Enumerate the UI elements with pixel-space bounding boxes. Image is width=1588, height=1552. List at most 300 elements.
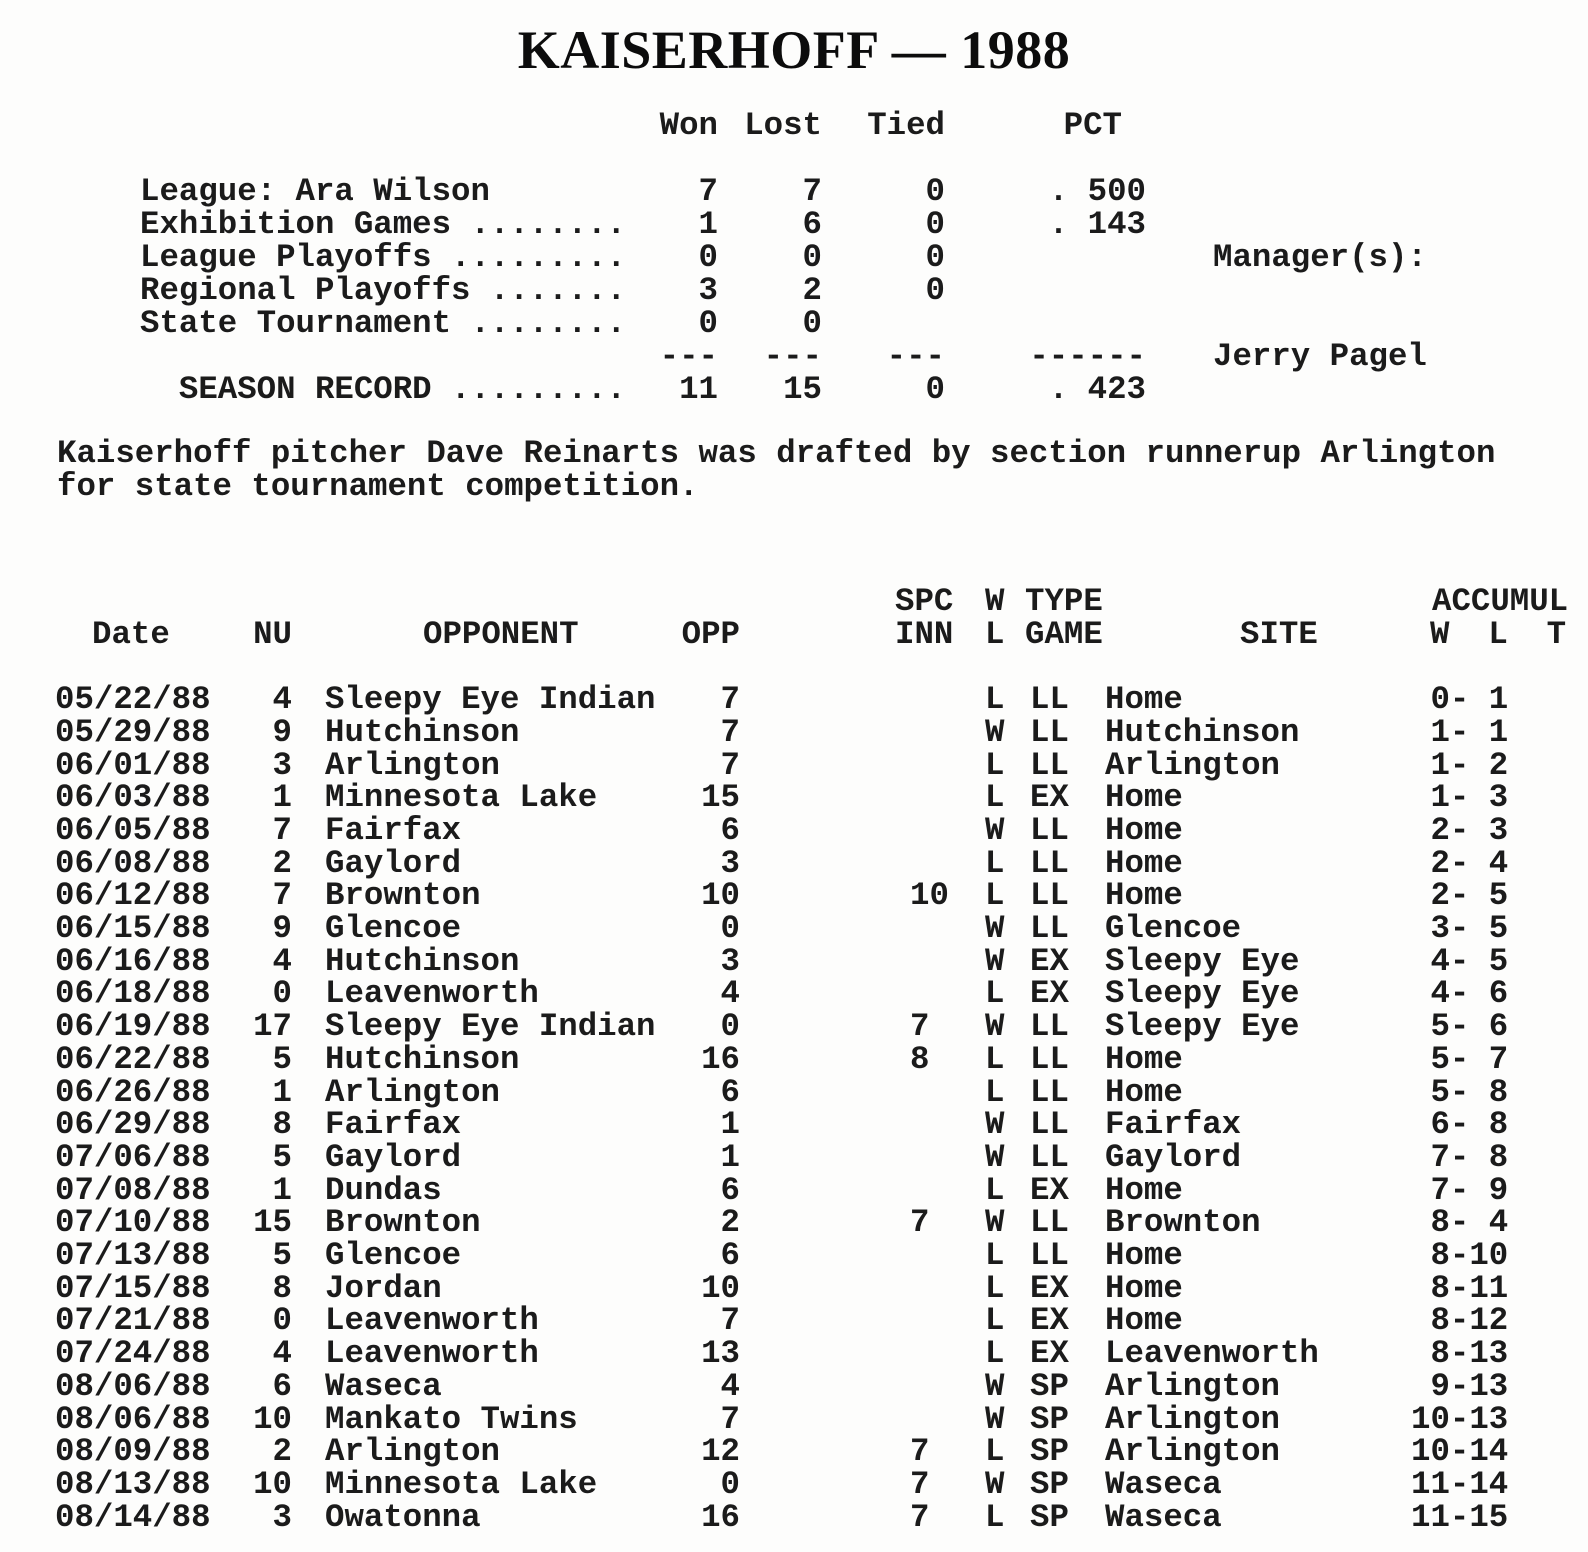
game-cell-date: 07/08/88: [55, 1171, 211, 1209]
draft-note: Kaiserhoff pitcher Dave Reinarts was drafted by section runnerup Arlington for state tournament competition.: [57, 435, 1496, 505]
game-cell-type: LL: [1030, 1204, 1069, 1242]
game-cell-site: Home: [1105, 681, 1183, 719]
summary-cell-tied: 0: [925, 371, 945, 408]
game-cell-type: SP: [1030, 1498, 1069, 1536]
header-date: Date: [92, 615, 170, 653]
game-row: [55, 815, 1570, 848]
game-cell-spc-inn: 7: [910, 1433, 930, 1471]
summary-col-tied: Tied: [867, 107, 945, 144]
summary-spacer-row: [140, 142, 1146, 175]
game-header-spacer-row: [55, 651, 1570, 684]
game-cell-nu: 10: [253, 1400, 292, 1438]
summary-cell-tied: ---: [886, 338, 945, 375]
game-row: [55, 1109, 1570, 1142]
game-cell-type: SP: [1030, 1367, 1069, 1405]
game-cell-spc-inn: [740, 1305, 950, 1338]
summary-cell-lost: 6: [802, 206, 822, 243]
game-cell-opp-score: 3: [720, 942, 740, 980]
header-inn: INN: [895, 615, 954, 653]
game-cell-wl: W: [985, 1367, 1005, 1405]
game-cell-accumul: 11-15: [1411, 1498, 1509, 1536]
game-cell-accumul: 6- 8: [1411, 1106, 1509, 1144]
summary-cell-won: ---: [659, 338, 718, 375]
header-nu: NU: [253, 615, 292, 653]
game-cell-date: 08/06/88: [55, 1400, 211, 1438]
game-cell-opp-score: 7: [720, 681, 740, 719]
game-cell-wl: L: [985, 1073, 1005, 1111]
game-cell-opp-score: 10: [701, 1269, 740, 1307]
game-row: [55, 1469, 1570, 1502]
game-row: [55, 750, 1570, 783]
game-cell-spc-inn: [740, 1338, 950, 1371]
game-log-table: [55, 583, 1570, 1536]
game-row: [55, 848, 1570, 881]
game-cell-spc-inn: [740, 1240, 950, 1273]
game-cell-site: Gaylord: [1105, 1138, 1242, 1176]
header-opponent: OPPONENT: [423, 615, 579, 653]
game-cell-wl: L: [985, 1040, 1005, 1078]
game-cell-spc-inn: [740, 913, 950, 946]
summary-cell-pct: [945, 241, 1146, 274]
game-cell-wl: W: [985, 811, 1005, 849]
game-cell-type: EX: [1030, 1171, 1069, 1209]
game-cell-date: 06/01/88: [55, 746, 211, 784]
game-cell-date: 06/03/88: [55, 779, 211, 817]
game-cell-wl: W: [985, 910, 1005, 948]
summary-cell-pct: . 423: [1048, 371, 1146, 408]
game-cell-opp-score: 16: [701, 1040, 740, 1078]
summary-row: [140, 175, 1146, 208]
game-cell-date: 07/13/88: [55, 1237, 211, 1275]
header-accumul: ACCUMUL: [1432, 583, 1569, 620]
game-row: [55, 880, 1570, 913]
summary-cell-pct: [945, 274, 1146, 307]
game-cell-nu: 4: [272, 942, 292, 980]
summary-cell-tied: 0: [925, 206, 945, 243]
game-cell-spc-inn: 7: [910, 1498, 930, 1536]
game-cell-type: LL: [1030, 713, 1069, 751]
game-cell-type: LL: [1030, 1138, 1069, 1176]
summary-col-pct: PCT: [1063, 107, 1122, 144]
game-cell-opponent: Leavenworth: [325, 1335, 539, 1373]
game-cell-opp-score: 1: [720, 1138, 740, 1176]
game-cell-opp-score: 3: [720, 844, 740, 882]
summary-cell-tied: [822, 307, 945, 340]
game-cell-accumul: 10-13: [1411, 1400, 1509, 1438]
game-cell-accumul: 5- 8: [1411, 1073, 1509, 1111]
game-cell-wl: W: [985, 1465, 1005, 1503]
game-cell-wl: L: [985, 877, 1005, 915]
game-row: [55, 946, 1570, 979]
game-cell-opponent: Glencoe: [325, 910, 462, 948]
game-cell-wl: W: [985, 1106, 1005, 1144]
game-cell-accumul: 8-11: [1411, 1269, 1509, 1307]
summary-cell-pct: [945, 307, 1146, 340]
game-cell-opponent: Arlington: [325, 746, 500, 784]
summary-cell-label: State Tournament ........: [140, 305, 626, 342]
game-header-top-row: [55, 586, 1570, 619]
game-cell-wl: L: [985, 844, 1005, 882]
header-l: L: [985, 615, 1005, 653]
game-cell-opp-score: 6: [720, 811, 740, 849]
game-cell-opponent: Minnesota Lake: [325, 779, 598, 817]
game-cell-date: 06/05/88: [55, 811, 211, 849]
summary-cell-lost: ---: [763, 338, 822, 375]
game-cell-opponent: Mankato Twins: [325, 1400, 578, 1438]
game-cell-accumul: 1- 3: [1411, 779, 1509, 817]
game-cell-wl: L: [985, 681, 1005, 719]
page-title: KAISERHOFF — 1988: [517, 20, 1071, 80]
game-cell-site: Waseca: [1105, 1465, 1222, 1503]
game-cell-nu: 8: [272, 1106, 292, 1144]
game-cell-date: 06/29/88: [55, 1106, 211, 1144]
header-type: TYPE: [1025, 583, 1103, 620]
game-cell-accumul: 0- 1: [1411, 681, 1509, 719]
summary-cell-tied: 0: [925, 272, 945, 309]
game-cell-spc-inn: [740, 815, 950, 848]
game-cell-wl: W: [985, 1204, 1005, 1242]
game-cell-nu: 0: [272, 975, 292, 1013]
game-cell-spc-inn: 7: [910, 1465, 930, 1503]
game-cell-type: LL: [1030, 811, 1069, 849]
game-cell-site: Arlington: [1105, 1400, 1280, 1438]
game-cell-site: Home: [1105, 1171, 1183, 1209]
game-cell-date: 08/13/88: [55, 1465, 211, 1503]
game-cell-opp-score: 6: [720, 1073, 740, 1111]
game-cell-opponent: Dundas: [325, 1171, 442, 1209]
summary-row: [140, 208, 1146, 241]
summary-cell-won: 1: [698, 206, 718, 243]
game-cell-opp-score: 1: [720, 1106, 740, 1144]
game-cell-opp-score: 15: [701, 779, 740, 817]
game-cell-opp-score: 4: [720, 975, 740, 1013]
game-log: [55, 583, 1570, 1536]
game-cell-type: LL: [1030, 877, 1069, 915]
game-cell-opp-score: 0: [720, 1465, 740, 1503]
game-cell-date: 07/06/88: [55, 1138, 211, 1176]
game-cell-accumul: 1- 2: [1411, 746, 1509, 784]
game-cell-type: LL: [1030, 1008, 1069, 1046]
game-cell-date: 07/10/88: [55, 1204, 211, 1242]
game-cell-opp-score: 16: [701, 1498, 740, 1536]
game-cell-opponent: Minnesota Lake: [325, 1465, 598, 1503]
game-cell-date: 06/18/88: [55, 975, 211, 1013]
game-cell-opponent: Sleepy Eye Indian: [325, 681, 656, 719]
game-cell-opponent: Brownton: [325, 877, 481, 915]
game-cell-nu: 9: [272, 910, 292, 948]
game-cell-opp-score: 13: [701, 1335, 740, 1373]
game-cell-date: 07/15/88: [55, 1269, 211, 1307]
game-cell-type: SP: [1030, 1433, 1069, 1471]
game-cell-wl: W: [985, 1138, 1005, 1176]
summary-table: [140, 109, 1146, 406]
game-cell-type: LL: [1030, 681, 1069, 719]
summary-cell-lost: 7: [802, 173, 822, 210]
summary-cell-label: League: Ara Wilson: [140, 173, 490, 210]
header-game: GAME: [1025, 615, 1103, 653]
game-cell-type: EX: [1030, 1269, 1069, 1307]
game-cell-type: LL: [1030, 1106, 1069, 1144]
game-row: [55, 1011, 1570, 1044]
game-cell-opponent: Glencoe: [325, 1237, 462, 1275]
game-cell-site: Arlington: [1105, 746, 1280, 784]
game-cell-accumul: 8-12: [1411, 1302, 1509, 1340]
game-row: [55, 1436, 1570, 1469]
game-cell-opp-score: 4: [720, 1367, 740, 1405]
game-cell-nu: 5: [272, 1237, 292, 1275]
game-cell-accumul: 2- 5: [1411, 877, 1509, 915]
header-site: SITE: [1240, 615, 1318, 653]
game-cell-type: LL: [1030, 746, 1069, 784]
game-cell-spc-inn: [740, 1077, 950, 1110]
summary-cell-lost: 15: [783, 371, 822, 408]
summary-row: [140, 373, 1146, 406]
game-cell-type: EX: [1030, 779, 1069, 817]
game-cell-site: Home: [1105, 811, 1183, 849]
game-cell-opponent: Waseca: [325, 1367, 442, 1405]
game-cell-type: EX: [1030, 975, 1069, 1013]
manager-heading: Manager(s):: [1213, 239, 1427, 276]
game-cell-nu: 7: [272, 811, 292, 849]
game-cell-spc-inn: 7: [910, 1008, 930, 1046]
game-cell-type: LL: [1030, 844, 1069, 882]
game-cell-opp-score: 12: [701, 1433, 740, 1471]
game-cell-wl: W: [985, 713, 1005, 751]
game-cell-accumul: 2- 3: [1411, 811, 1509, 849]
game-cell-nu: 1: [272, 1171, 292, 1209]
summary-header-row: [140, 109, 1146, 142]
game-cell-site: Home: [1105, 1269, 1183, 1307]
game-cell-wl: W: [985, 1008, 1005, 1046]
game-cell-opponent: Hutchinson: [325, 942, 520, 980]
game-cell-date: 08/09/88: [55, 1433, 211, 1471]
game-cell-date: 06/22/88: [55, 1040, 211, 1078]
game-cell-site: Home: [1105, 877, 1183, 915]
game-row: [55, 1142, 1570, 1175]
game-cell-type: LL: [1030, 1040, 1069, 1078]
manager-block: [1213, 175, 1427, 439]
game-row: [55, 978, 1570, 1011]
game-cell-accumul: 5- 6: [1411, 1008, 1509, 1046]
game-cell-opp-score: 7: [720, 1302, 740, 1340]
game-cell-spc-inn: [740, 1404, 950, 1437]
game-cell-opp-score: 0: [720, 910, 740, 948]
game-cell-wl: L: [985, 1302, 1005, 1340]
game-cell-accumul: 3- 5: [1411, 910, 1509, 948]
game-cell-opponent: Leavenworth: [325, 1302, 539, 1340]
game-row: [55, 717, 1570, 750]
game-cell-spc-inn: [740, 1142, 950, 1175]
game-cell-site: Brownton: [1105, 1204, 1261, 1242]
game-cell-opponent: Fairfax: [325, 811, 462, 849]
game-cell-date: 06/26/88: [55, 1073, 211, 1111]
game-cell-wl: L: [985, 1433, 1005, 1471]
header-w: W: [985, 583, 1005, 620]
game-cell-wl: L: [985, 1498, 1005, 1536]
game-row: [55, 1044, 1570, 1077]
game-cell-nu: 2: [272, 1433, 292, 1471]
game-cell-opponent: Arlington: [325, 1433, 500, 1471]
game-cell-spc-inn: 10: [910, 877, 949, 915]
game-cell-opponent: Jordan: [325, 1269, 442, 1307]
game-cell-opp-score: 7: [720, 1400, 740, 1438]
game-cell-spc-inn: [740, 782, 950, 815]
game-cell-nu: 1: [272, 779, 292, 817]
game-cell-opponent: Hutchinson: [325, 1040, 520, 1078]
header-opp: OPP: [681, 615, 740, 653]
summary-cell-lost: 2: [802, 272, 822, 309]
game-cell-accumul: 11-14: [1411, 1465, 1509, 1503]
game-cell-nu: 3: [272, 1498, 292, 1536]
game-cell-site: Home: [1105, 1302, 1183, 1340]
game-row: [55, 913, 1570, 946]
game-cell-spc-inn: [740, 1109, 950, 1142]
summary-cell-lost: 0: [802, 305, 822, 342]
game-cell-type: EX: [1030, 942, 1069, 980]
game-cell-site: Waseca: [1105, 1498, 1222, 1536]
game-cell-site: Fairfax: [1105, 1106, 1242, 1144]
summary-cell-label: Regional Playoffs .......: [140, 272, 626, 309]
summary-row: [140, 307, 1146, 340]
season-summary: [140, 109, 1146, 406]
game-cell-wl: W: [985, 942, 1005, 980]
summary-cell-label: Exhibition Games ........: [140, 206, 626, 243]
game-cell-accumul: 8-13: [1411, 1335, 1509, 1373]
game-cell-type: LL: [1030, 1073, 1069, 1111]
game-row: [55, 782, 1570, 815]
game-cell-site: Home: [1105, 844, 1183, 882]
game-cell-site: Home: [1105, 1073, 1183, 1111]
game-cell-accumul: 7- 9: [1411, 1171, 1509, 1209]
game-cell-opponent: Fairfax: [325, 1106, 462, 1144]
game-cell-type: LL: [1030, 1237, 1069, 1275]
game-cell-nu: 5: [272, 1138, 292, 1176]
game-cell-spc-inn: [740, 1175, 950, 1208]
game-cell-date: 07/24/88: [55, 1335, 211, 1373]
game-cell-opponent: Sleepy Eye Indian: [325, 1008, 656, 1046]
game-cell-nu: 1: [272, 1073, 292, 1111]
game-cell-nu: 3: [272, 746, 292, 784]
game-cell-accumul: 5- 7: [1411, 1040, 1509, 1078]
game-cell-date: 06/16/88: [55, 942, 211, 980]
game-cell-spc-inn: [740, 1273, 950, 1306]
summary-col-won: Won: [659, 107, 718, 144]
game-row: [55, 1240, 1570, 1273]
game-cell-opp-score: 10: [701, 877, 740, 915]
game-cell-accumul: 8- 4: [1411, 1204, 1509, 1242]
summary-col-lost: Lost: [744, 107, 822, 144]
summary-cell-label: [140, 340, 580, 373]
game-cell-nu: 4: [272, 681, 292, 719]
game-cell-wl: L: [985, 975, 1005, 1013]
game-cell-spc-inn: [740, 684, 950, 717]
game-cell-opponent: Hutchinson: [325, 713, 520, 751]
game-cell-wl: W: [985, 1400, 1005, 1438]
game-cell-spc-inn: [740, 750, 950, 783]
game-cell-opponent: Arlington: [325, 1073, 500, 1111]
summary-cell-tied: 0: [925, 173, 945, 210]
game-cell-spc-inn: 8: [910, 1040, 930, 1078]
game-row: [55, 1175, 1570, 1208]
game-cell-wl: L: [985, 746, 1005, 784]
game-cell-opp-score: 2: [720, 1204, 740, 1242]
game-cell-opponent: Gaylord: [325, 844, 462, 882]
game-cell-opp-score: 6: [720, 1171, 740, 1209]
game-cell-site: Leavenworth: [1105, 1335, 1319, 1373]
game-cell-date: 07/21/88: [55, 1302, 211, 1340]
game-cell-site: Glencoe: [1105, 910, 1242, 948]
game-cell-site: Sleepy Eye: [1105, 975, 1300, 1013]
game-cell-nu: 0: [272, 1302, 292, 1340]
game-cell-accumul: 7- 8: [1411, 1138, 1509, 1176]
game-cell-site: Home: [1105, 1040, 1183, 1078]
game-cell-date: 06/08/88: [55, 844, 211, 882]
game-row: [55, 1404, 1570, 1437]
game-cell-nu: 15: [253, 1204, 292, 1242]
game-cell-accumul: 9-13: [1411, 1367, 1509, 1405]
summary-cell-won: 11: [679, 371, 718, 408]
game-cell-opponent: Brownton: [325, 1204, 481, 1242]
game-cell-nu: 4: [272, 1335, 292, 1373]
game-row: [55, 1273, 1570, 1306]
game-cell-date: 08/06/88: [55, 1367, 211, 1405]
summary-cell-label: League Playoffs .........: [140, 239, 626, 276]
game-cell-spc-inn: 7: [910, 1204, 930, 1242]
game-row: [55, 1371, 1570, 1404]
game-cell-opponent: Owatonna: [325, 1498, 481, 1536]
game-cell-wl: L: [985, 1335, 1005, 1373]
game-row: [55, 1207, 1570, 1240]
summary-cell-pct: . 500: [1048, 173, 1146, 210]
header-wlt: W L T: [1430, 615, 1567, 653]
game-row: [55, 1502, 1570, 1535]
game-cell-nu: 10: [253, 1465, 292, 1503]
game-cell-type: EX: [1030, 1302, 1069, 1340]
game-row: [55, 1338, 1570, 1371]
game-row: [55, 1305, 1570, 1338]
summary-cell-tied: 0: [925, 239, 945, 276]
game-cell-type: LL: [1030, 910, 1069, 948]
game-cell-site: Hutchinson: [1105, 713, 1300, 751]
summary-cell-lost: 0: [802, 239, 822, 276]
game-cell-spc-inn: [740, 978, 950, 1011]
game-cell-accumul: 4- 5: [1411, 942, 1509, 980]
game-cell-site: Sleepy Eye: [1105, 942, 1300, 980]
summary-cell-won: 3: [698, 272, 718, 309]
game-cell-opponent: Leavenworth: [325, 975, 539, 1013]
game-cell-site: Sleepy Eye: [1105, 1008, 1300, 1046]
game-cell-opp-score: 7: [720, 746, 740, 784]
game-cell-date: 06/19/88: [55, 1008, 211, 1046]
game-cell-wl: L: [985, 779, 1005, 817]
summary-header-spacer: [140, 109, 580, 142]
game-cell-opp-score: 0: [720, 1008, 740, 1046]
game-cell-nu: 2: [272, 844, 292, 882]
game-cell-opp-score: 6: [720, 1237, 740, 1275]
game-cell-site: Home: [1105, 779, 1183, 817]
game-cell-opp-score: 7: [720, 713, 740, 751]
game-cell-site: Arlington: [1105, 1367, 1280, 1405]
game-cell-site: Arlington: [1105, 1433, 1280, 1471]
game-cell-wl: L: [985, 1237, 1005, 1275]
game-cell-accumul: 10-14: [1411, 1433, 1509, 1471]
summary-row-divider: [140, 340, 1146, 373]
game-cell-type: EX: [1030, 1335, 1069, 1373]
game-cell-type: SP: [1030, 1465, 1069, 1503]
summary-row: [140, 241, 1146, 274]
game-cell-nu: 5: [272, 1040, 292, 1078]
game-cell-date: 08/14/88: [55, 1498, 211, 1536]
